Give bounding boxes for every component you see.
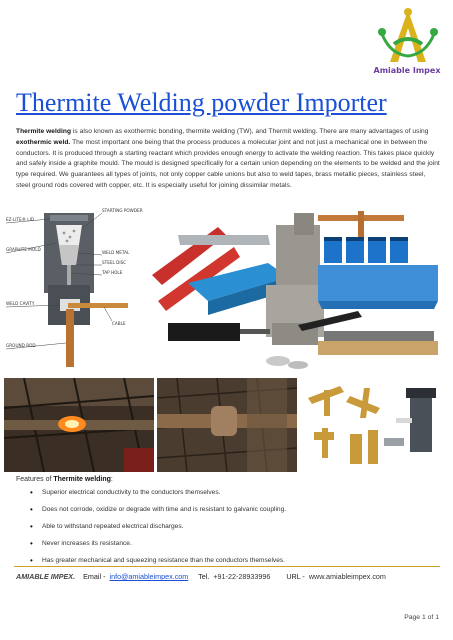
intro-lead-bold: Thermite welding (16, 128, 72, 135)
label-lid: EZ-LITE® LID (6, 217, 35, 222)
intro-part-2: The most important one being that the process produces a molecular joint and not just a mechanical one in between the conductors. It is produced through a starting reactant which provides enough energy to activate the welding reaction. This takes place quickly and safely inside a graphite mould. The mould is designed specifically for a certain union depending on the elements to be welded and the joint type required. We guarantees all types of joints, not only copper cable unions but also to weld tapes, brass metallic pieces, stainless steel, steel ground rods covered with copper, etc. It is especially useful for joining dissimilar metals. (16, 138, 440, 189)
label-weld-metal: WELD METAL (102, 250, 130, 255)
intro-paragraph (16, 127, 440, 192)
page-number: Page 1 of 1 (404, 614, 439, 621)
welding-sparks-photo (4, 378, 154, 472)
footer-divider (14, 566, 440, 567)
label-starting-powder: STARTING POWDER (102, 208, 143, 213)
label-steel-disc: STEEL DISC (102, 260, 127, 265)
label-ground-rod: GROUND ROD (6, 343, 36, 348)
footer-url-label: URL - (286, 572, 305, 581)
feature-item: • Superior electrical conductivity to the conductors themselves. (30, 488, 286, 505)
logo-brand-text: Amiable Impex (373, 66, 441, 75)
thermite-weld-diagram (4, 203, 144, 373)
welded-rail-joint-photo (157, 378, 297, 472)
weld-connectors-photo (300, 378, 446, 472)
footer (16, 572, 386, 581)
intro-mid-bold: exothermic weld. (16, 138, 71, 146)
label-cable: CABLE (112, 321, 126, 326)
features-heading-bold: Thermite welding (53, 476, 111, 483)
footer-tel-label: Tel. (198, 572, 210, 581)
footer-email-link[interactable]: info@amiableimpex.com (109, 572, 189, 581)
label-weld-cavity: WELD CAVITY (6, 301, 35, 306)
feature-item: • Does not corrode, oxidize or degrade with time and is resistant to galvanic coupling. (30, 505, 286, 522)
footer-company: AMIABLE IMPEX. (16, 572, 76, 581)
intro-part-1: is also known as exothermic bonding, thermite welding (TW), and Thermit welding. There are many advantages of using (71, 128, 429, 135)
features-heading-suffix: : (110, 476, 113, 483)
features-list (30, 488, 286, 573)
features-heading (16, 476, 113, 483)
welding-tools-photo (148, 205, 446, 375)
label-tap-hole: TAP HOLE (102, 270, 123, 275)
feature-item: • Able to withstand repeated electrical discharges. (30, 522, 286, 539)
feature-item: • Never increases its resistance. (30, 539, 286, 556)
footer-email-label: Email - (83, 572, 106, 581)
footer-tel: +91-22-28933996 (213, 572, 271, 581)
features-heading-prefix: Features of (16, 476, 54, 483)
footer-url: www.amiableimpex.com (308, 572, 386, 581)
page-title: Thermite Welding powder Importer (16, 88, 387, 117)
feature-item: • Has greater mechanical and squeezing resistance than the conductors themselves. (30, 556, 286, 573)
label-graphite-mold: GRAPHITE MOLD (6, 247, 41, 252)
